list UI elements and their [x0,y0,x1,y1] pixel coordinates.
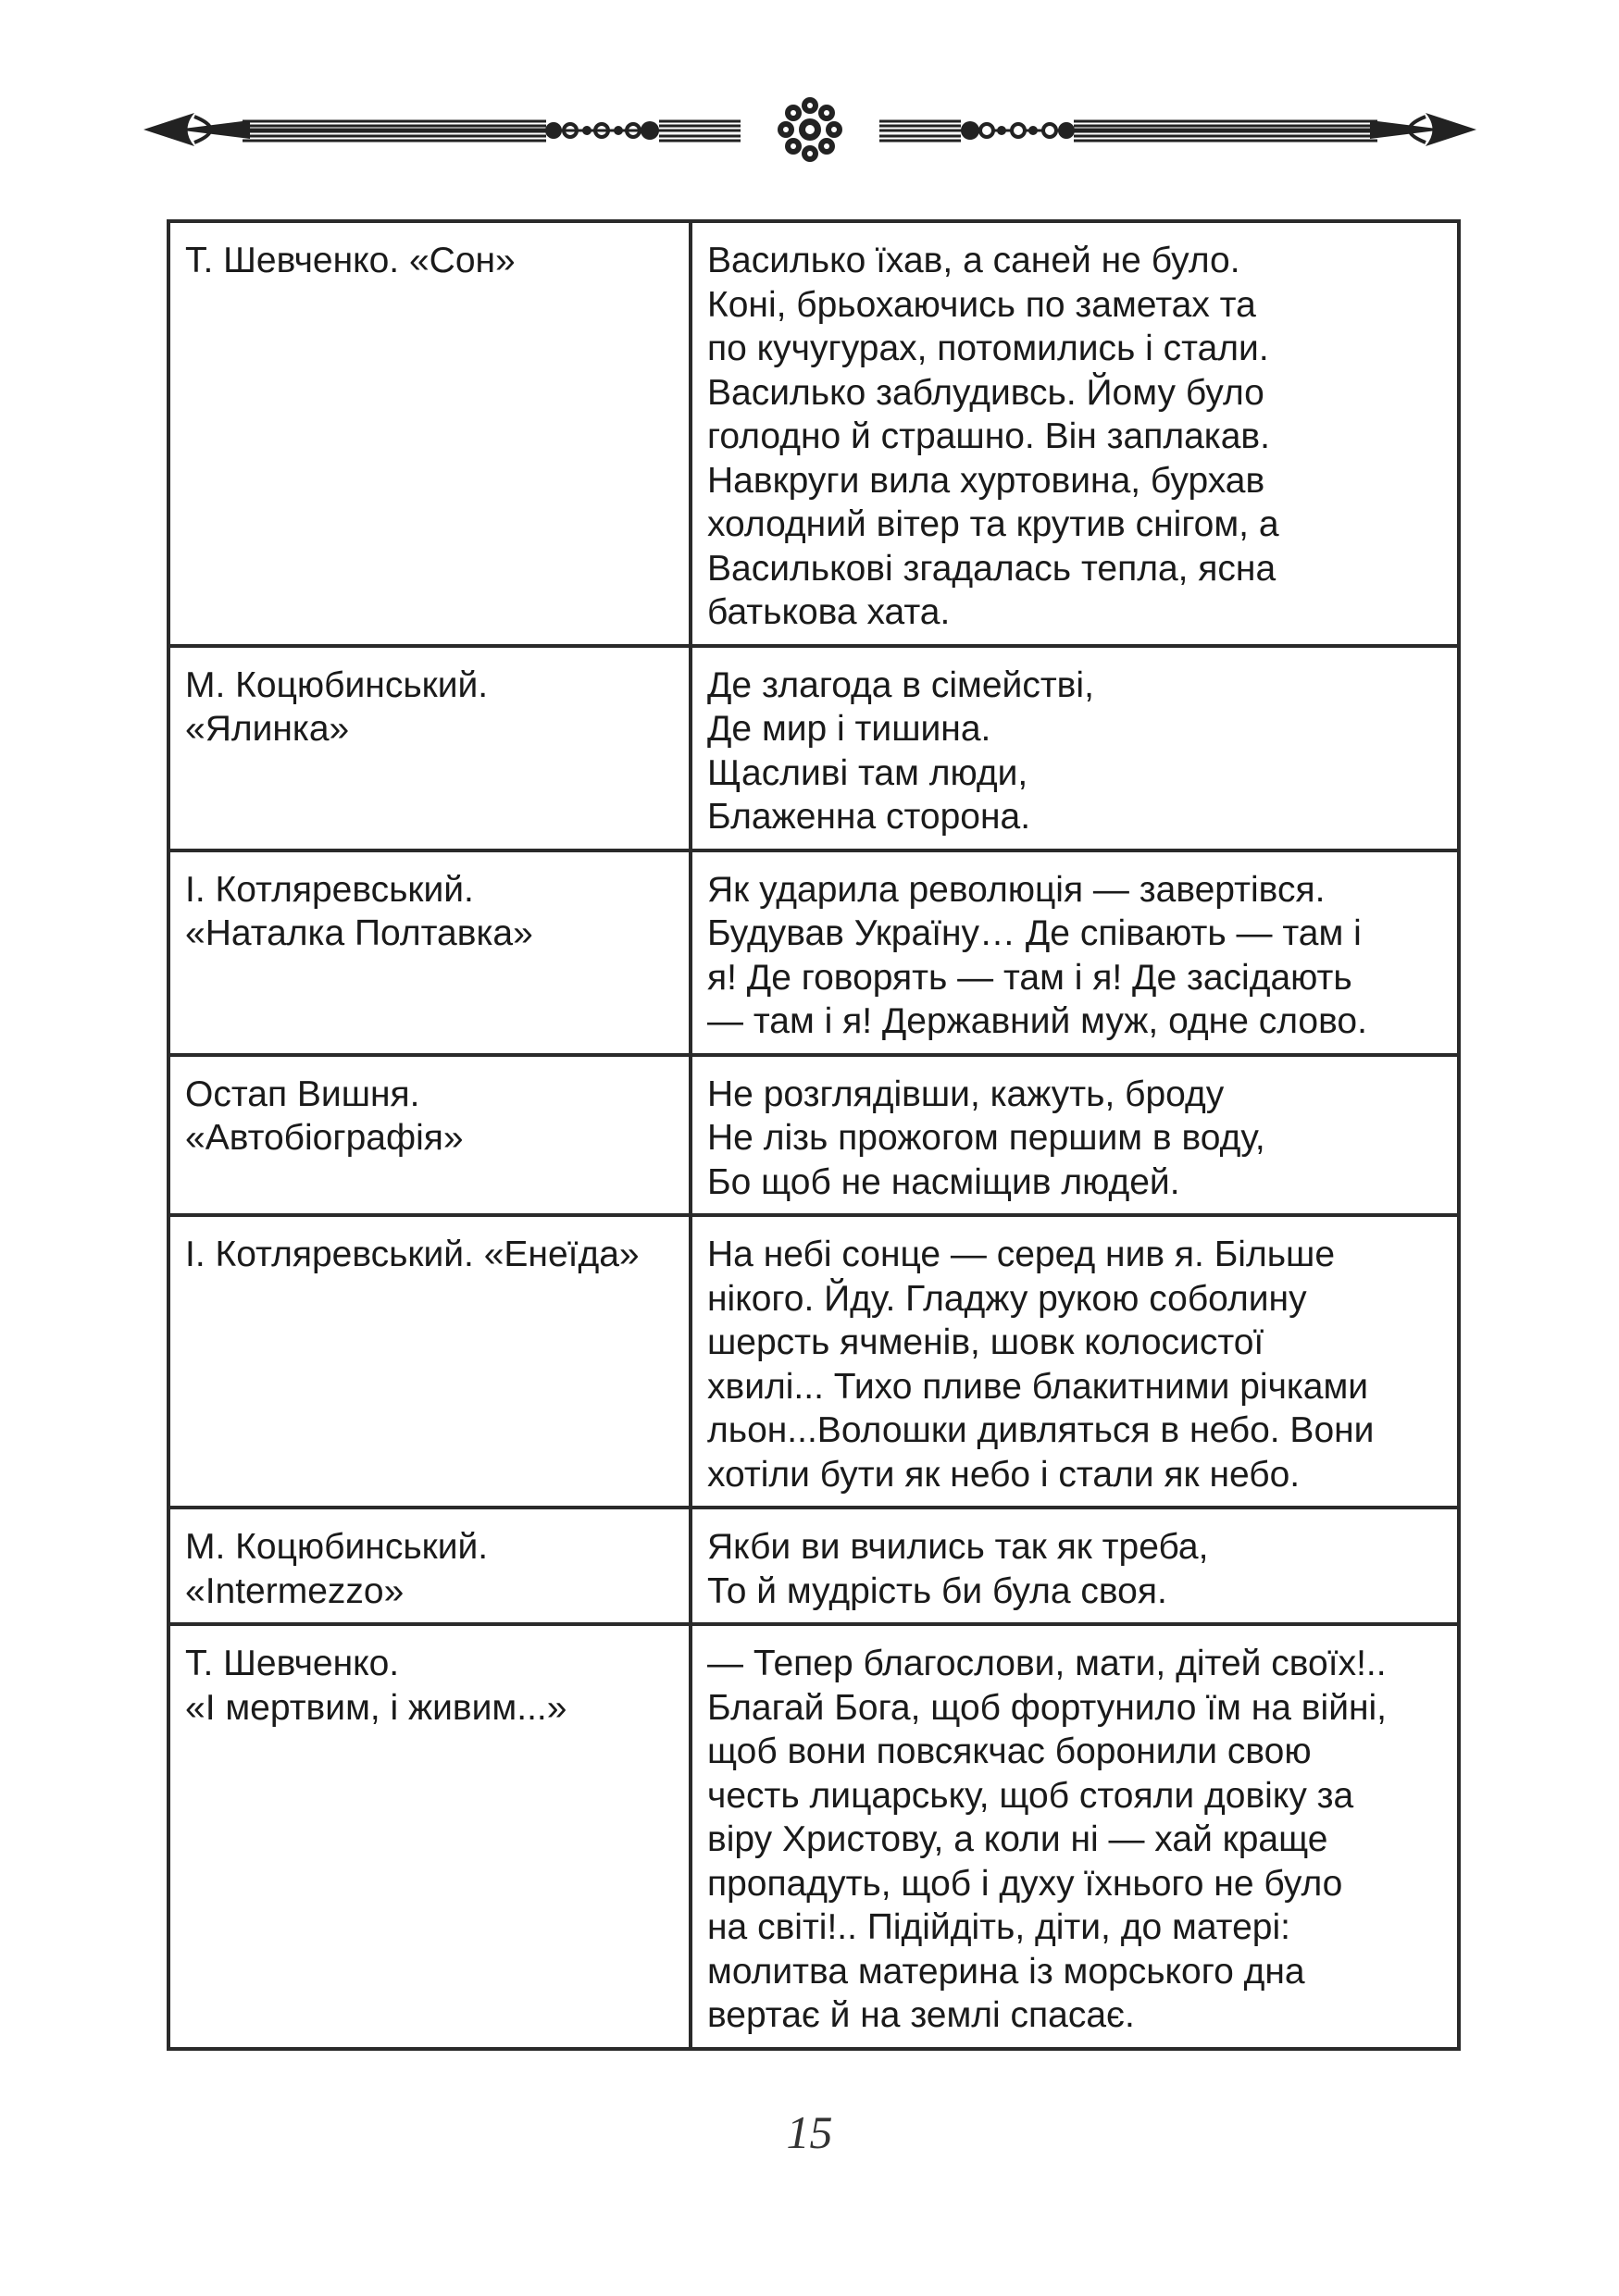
source-text: М. Коцюбинський. «Ялинка» [185,664,489,749]
source-text: І. Котляревський. «Наталка Полтавка» [185,869,533,953]
quotes-table [167,219,1461,2051]
quote-cell: Не розглядівши, кажуть, броду Не лізь прожогом першим в воду, Бо щоб не насміщив людей. [691,1055,1459,1216]
quote-cell: Якби ви вчились так як треба, То й мудрість би була своя. [691,1508,1459,1624]
decorative-ornament [139,93,1481,167]
source-cell [168,1624,691,2049]
source-text: М. Коцюбинський. «Intermezzo» [185,1527,489,1611]
source-cell [168,1055,691,1216]
page-number: 15 [786,2106,833,2158]
source-text: Т. Шевченко. «І мертвим, і живим...» [185,1644,567,1728]
table-row [168,646,1459,850]
quote-cell: На небі сонце — серед нив я. Більше нікого. Йду. Гладжу рукою соболину шерсть ячменів, шовк колосистої хвилі... Тихо пливе блакитними річками льон...Волошки дивляться в небо. Вони хотіли бути як небо і стали як небо. [691,1215,1459,1508]
source-cell [168,221,691,646]
table-row [168,1624,1459,2049]
quote-cell: — Тепер благослови, мати, дітей своїх!.. Благай Бога, щоб фортунило їм на війні, щоб вони повсякчас боронили свою честь лицарську, щоб стояли довіку за віру Христову, а коли ні — хай краще пропадуть, щоб і духу їхнього не було на світі!.. Підійдіть, діти, до матері: молитва материна із морського дна вертає й на землі спасає. [691,1624,1459,2049]
quote-cell: Василько їхав, а саней не було. Коні, брьохаючись по заметах та по кучугурах, потомились і стали. Василько заблудивсь. Йому було голодно й страшно. Він заплакав. Навкруги вила хуртовина, бурхав холодний вітер та крутив снігом, а Василькові згадалась тепла, ясна батькова хата. [691,221,1459,646]
source-cell [168,646,691,850]
table-row [168,1215,1459,1508]
source-cell [168,850,691,1055]
table-row [168,221,1459,646]
table-row [168,1055,1459,1216]
source-text: Остап Вишня. «Автобіографія» [185,1074,464,1158]
source-cell [168,1508,691,1624]
source-text: І. Котляревський. «Енеїда» [185,1235,640,1274]
source-cell [168,1215,691,1508]
table-row [168,1508,1459,1624]
quote-cell: Де злагода в сімействі, Де мир і тишина. Щасливі там люди, Блаженна сторона. [691,646,1459,850]
quote-cell: Як ударила революція — завертівся. Будував Україну… Де співають — там і я! Де говорять — там і я! Де засідають — там і я! Державний муж, одне слово. [691,850,1459,1055]
source-text: Т. Шевченко. «Сон» [185,241,516,280]
table-row [168,850,1459,1055]
